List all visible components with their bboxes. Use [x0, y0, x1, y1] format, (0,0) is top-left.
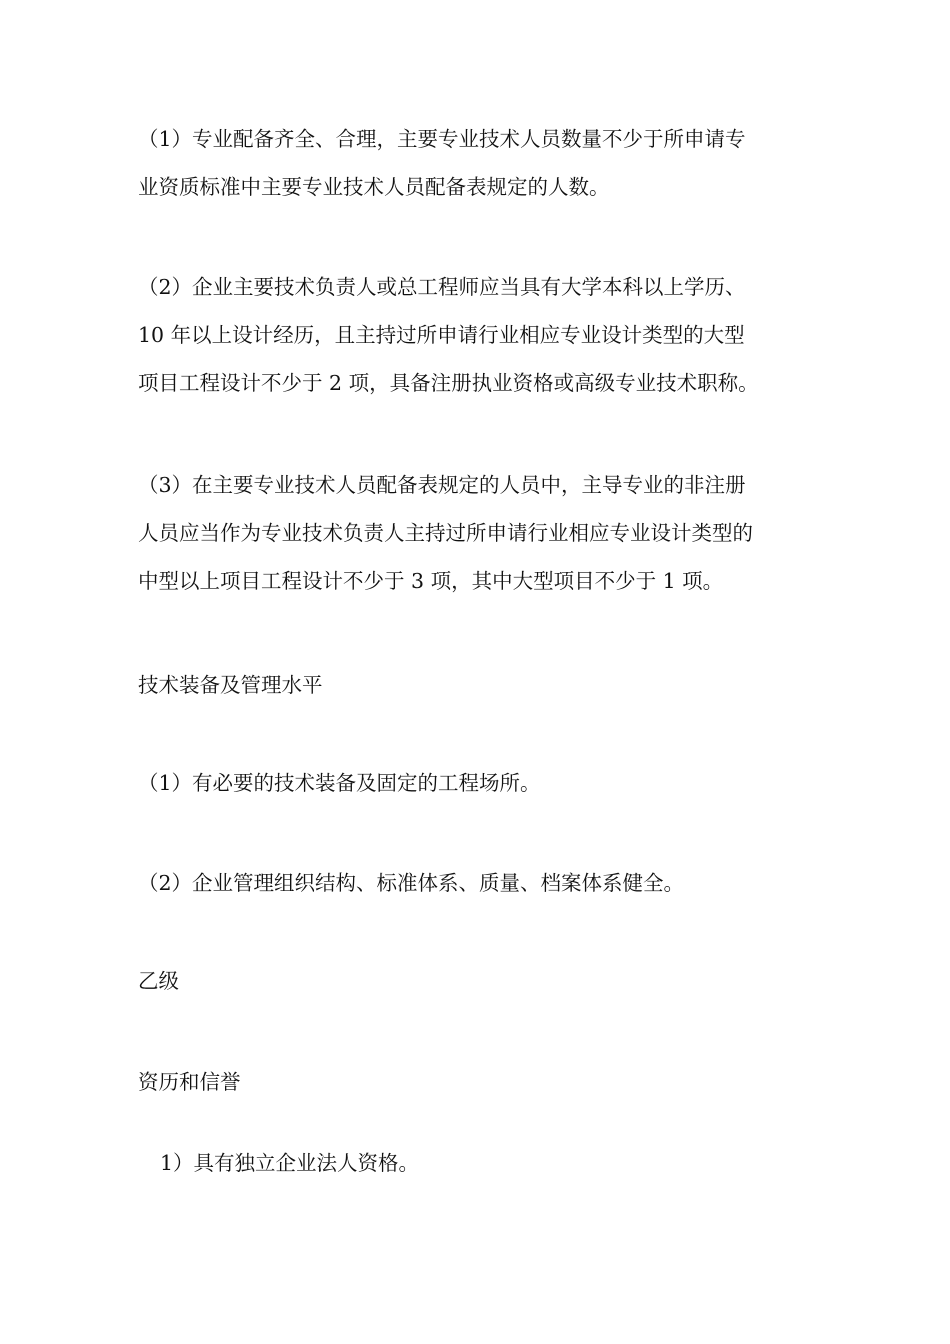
- paragraph-chief-engineer: [138, 263, 828, 407]
- text-line: （2）企业管理组织结构、标准体系、质量、档案体系健全。: [138, 871, 685, 895]
- text-line: 技术装备及管理水平: [138, 673, 323, 697]
- text-line: 资历和信誉: [138, 1070, 241, 1094]
- text-line: （1）专业配备齐全、合理，主要专业技术人员数量不少于所申请专: [138, 127, 746, 151]
- section-heading-equipment-management: [138, 661, 828, 709]
- text-line: （2）企业主要技术负责人或总工程师应当具有大学本科以上学历、: [138, 275, 746, 299]
- text-line: 乙级: [138, 969, 179, 993]
- paragraph-staff-allocation: [138, 115, 828, 211]
- text-line: （1）有必要的技术装备及固定的工程场所。: [138, 771, 541, 795]
- paragraph-equipment: [138, 759, 828, 807]
- section-heading-grade-b: [138, 957, 828, 1005]
- paragraph-legal-entity: [160, 1139, 850, 1187]
- text-line: 中型以上项目工程设计不少于 3 项，其中大型项目不少于 1 项。: [138, 569, 724, 593]
- text-line: 10 年以上设计经历，且主持过所申请行业相应专业设计类型的大型: [138, 323, 745, 347]
- text-line: 人员应当作为专业技术负责人主持过所申请行业相应专业设计类型的: [138, 521, 753, 545]
- text-line: 1）具有独立企业法人资格。: [160, 1151, 420, 1175]
- paragraph-non-registered-staff: [138, 461, 828, 605]
- text-line: （3）在主要专业技术人员配备表规定的人员中，主导专业的非注册: [138, 473, 746, 497]
- text-line: 业资质标准中主要专业技术人员配备表规定的人数。: [138, 175, 610, 199]
- section-heading-qualification-credit: [138, 1058, 828, 1106]
- text-line: 项目工程设计不少于 2 项，具备注册执业资格或高级专业技术职称。: [138, 371, 759, 395]
- paragraph-management-system: [138, 859, 828, 907]
